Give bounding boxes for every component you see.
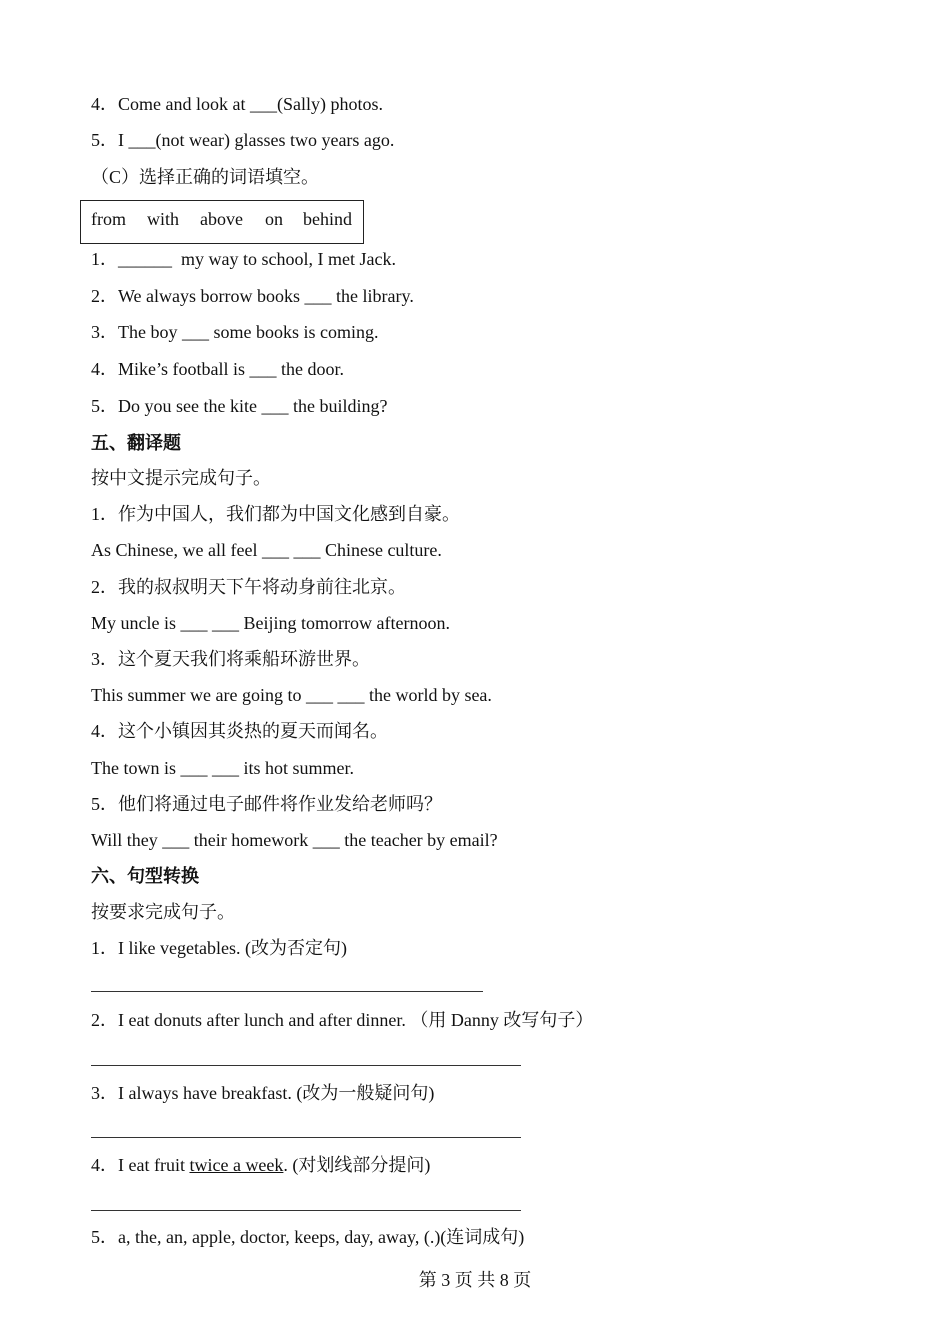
q4-underlined-phrase: twice a week — [189, 1155, 284, 1175]
q4-text-before: 4．I eat fruit — [91, 1155, 190, 1175]
translation-line: Will they ___ their homework ___ the teacher by email? — [91, 830, 498, 850]
c-item-1: 1．______ my way to school, I met Jack. — [91, 249, 396, 269]
translation-line: 2．我的叔叔明天下午将动身前往北京。 — [91, 577, 406, 597]
c-item-3: 3．The boy ___ some books is coming. — [91, 322, 379, 342]
section-c-title: （C）选择正确的词语填空。 — [91, 167, 320, 187]
transform-q1: 1．I like vegetables. (改为否定句) — [91, 938, 347, 958]
word-bank-word: from — [91, 209, 126, 229]
transform-q3: 3．I always have breakfast. (改为一般疑问句) — [91, 1083, 435, 1103]
translation-line: 3．这个夏天我们将乘船环游世界。 — [91, 649, 370, 669]
answer-line[interactable] — [91, 1210, 521, 1211]
answer-line[interactable] — [91, 991, 483, 992]
b-item-5: 5．I ___(not wear) glasses two years ago. — [91, 130, 395, 150]
translation-line: 4．这个小镇因其炎热的夏天而闻名。 — [91, 721, 388, 741]
b-item-4: 4．Come and look at ___(Sally) photos. — [91, 94, 383, 114]
q4-text-after: . (对划线部分提问) — [283, 1155, 431, 1175]
section-6-heading: 六、句型转换 — [91, 866, 199, 886]
word-bank-word: with — [147, 209, 180, 229]
transform-q5: 5．a, the, an, apple, doctor, keeps, day, away, (.)(连词成句) — [91, 1227, 525, 1247]
word-bank-box — [80, 200, 364, 244]
section-6-instruction: 按要求完成句子。 — [91, 902, 235, 922]
translation-line: This summer we are going to ___ ___ the world by sea. — [91, 685, 492, 705]
translation-line: 5．他们将通过电子邮件将作业发给老师吗？ — [91, 794, 442, 814]
c-item-4: 4．Mike’s football is ___ the door. — [91, 359, 344, 379]
translation-line: The town is ___ ___ its hot summer. — [91, 758, 354, 778]
word-bank-word: behind — [303, 209, 352, 229]
translation-line: As Chinese, we all feel ___ ___ Chinese culture. — [91, 540, 442, 560]
c-item-2: 2．We always borrow books ___ the library. — [91, 286, 414, 306]
answer-line[interactable] — [91, 1065, 521, 1066]
section-5-heading: 五、翻译题 — [91, 433, 181, 453]
section-5-instruction: 按中文提示完成句子。 — [91, 468, 271, 488]
transform-q2: 2．I eat donuts after lunch and after dinner. （用 Danny 改写句子） — [91, 1010, 594, 1030]
word-bank-word: on — [265, 209, 283, 229]
word-bank-word: above — [200, 209, 243, 229]
transform-q4 — [91, 1154, 430, 1176]
c-item-5: 5．Do you see the kite ___ the building? — [91, 396, 388, 416]
translation-line: My uncle is ___ ___ Beijing tomorrow afternoon. — [91, 613, 450, 633]
answer-line[interactable] — [91, 1137, 521, 1138]
translation-line: 1．作为中国人，我们都为中国文化感到自豪。 — [91, 504, 460, 524]
page-footer: 第 3 页 共 8 页 — [418, 1270, 532, 1290]
